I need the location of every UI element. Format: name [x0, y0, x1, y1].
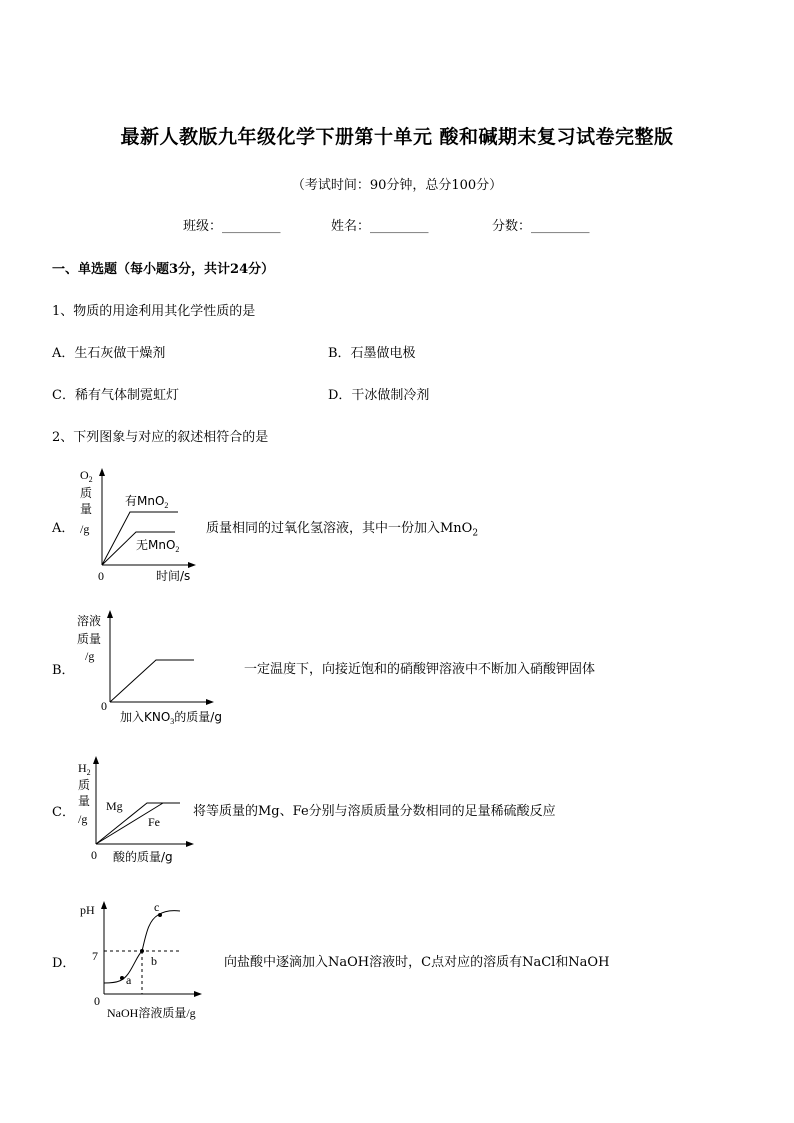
graph-d-xlabel: NaOH溶液质量/g [107, 1006, 196, 1020]
q2-option-c-desc: 将等质量的Mg、Fe分别与溶质质量分数相同的足量稀硫酸反应 [193, 804, 556, 819]
q1-option-d[interactable]: D．干冰做制冷剂 [328, 388, 430, 403]
graph-c-ylabel-4: /g [78, 812, 88, 826]
graph-b-xlabel: 加入$KNO_3$的质量/g [120, 710, 222, 726]
graph-d-point-c: c [154, 900, 160, 914]
graph-b-ylabel-1: 溶液 [77, 614, 102, 628]
graph-c-origin: 0 [91, 848, 97, 862]
graph-c-curve-fe: Fe [148, 815, 160, 829]
q2-option-b-desc: 一定温度下，向接近饱和的硝酸钾溶液中不断加入硝酸钾固体 [244, 662, 596, 677]
name-field[interactable]: 姓名：_________ [331, 219, 429, 234]
graph-a-ylabel-3: 量 [80, 502, 93, 516]
graph-c-xlabel: 酸的质量/g [113, 850, 173, 864]
q2-option-c-label[interactable]: C． [52, 805, 75, 820]
q1-option-b[interactable]: B．石墨做电极 [328, 346, 416, 361]
graph-b-ylabel-3: /g [85, 649, 95, 663]
graph-c-ylabel-2: 质 [78, 778, 91, 792]
graph-d-ylabel: pH [80, 903, 95, 917]
graph-d-origin: 0 [94, 994, 100, 1008]
graph-a-curve-bottom-label: 无MnO$_2$ [136, 538, 180, 554]
page-title: 最新人教版九年级化学下册第十单元 酸和碱期末复习试卷完整版 [120, 126, 674, 148]
graph-a-ylabel-1: $O_2$ [80, 468, 93, 484]
graph-d-point-b: b [151, 954, 157, 968]
graph-c-ylabel-1: $H_2$ [78, 761, 91, 777]
q2-option-d-label[interactable]: D． [52, 956, 76, 971]
q2-option-d-desc: 向盐酸中逐滴加入NaOH溶液时，C点对应的溶质有NaCl和NaOH [224, 955, 610, 970]
graph-d-point-a: a [126, 973, 132, 987]
graph-a-ylabel-4: /g [80, 522, 90, 536]
question-1-stem: 1、物质的用途利用其化学性质的是 [52, 304, 256, 319]
q2-graph-a [72, 462, 202, 587]
graph-a-xlabel: 时间/s [156, 569, 191, 583]
exam-info: （考试时间：90分钟，总分100分） [291, 178, 503, 193]
graph-d-ytick: 7 [92, 949, 98, 963]
question-2-stem: 2、下列图象与对应的叙述相符合的是 [52, 430, 269, 445]
graph-c-ylabel-3: 量 [78, 794, 91, 808]
q1-option-a[interactable]: A．生石灰做干燥剂 [52, 346, 166, 361]
graph-b-ylabel-2: 质量 [77, 632, 102, 646]
graph-a-ylabel-2: 质 [80, 486, 93, 500]
score-field[interactable]: 分数：_________ [492, 219, 590, 234]
q2-graph-b [72, 606, 252, 728]
q2-option-a-label[interactable]: A． [52, 521, 75, 536]
q2-option-b-label[interactable]: B． [52, 663, 75, 678]
section-heading: 一、单选题（每小题3分，共计24分） [52, 262, 275, 277]
q2-option-a-desc: 质量相同的过氧化氢溶液，其中一份加入MnO$_2$ [206, 521, 479, 539]
q2-graph-d [72, 893, 217, 1023]
graph-c-curve-mg: Mg [106, 799, 123, 813]
q2-graph-c [72, 752, 202, 870]
graph-a-curve-top-label: 有MnO$_2$ [125, 494, 169, 510]
graph-a-origin: 0 [98, 569, 104, 583]
q1-option-c[interactable]: C．稀有气体制霓虹灯 [52, 388, 179, 403]
graph-b-origin: 0 [101, 699, 107, 713]
class-field[interactable]: 班级：_________ [183, 219, 281, 234]
